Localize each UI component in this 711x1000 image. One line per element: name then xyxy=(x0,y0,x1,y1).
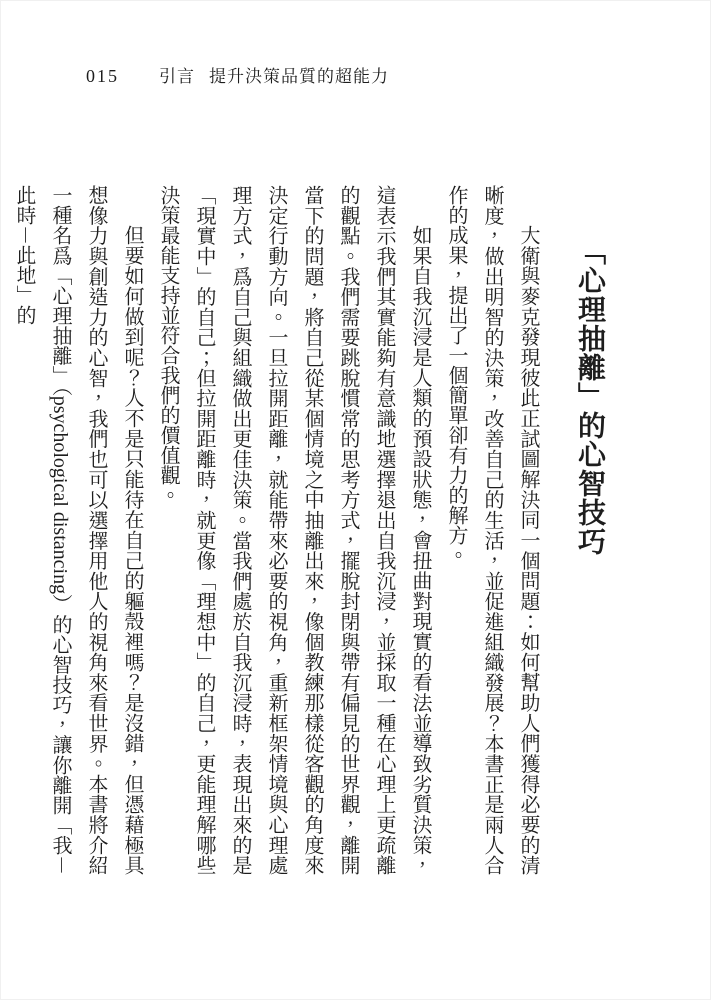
running-header xyxy=(86,62,389,87)
body-paragraph-1: 大衛與麥克發現彼此正試圖解決同一個問題：如何幫助人們獲得必要的清晰度，做出明智的決策，改善自己的生活，並促進組織發展？本書正是兩人合作的成果，提出了一個簡單卻有力的解方。 xyxy=(445,185,539,875)
body-paragraph-3: 但要如何做到呢？人不是只能待在自己的軀殼裡嗎？是沒錯，但憑藉極具想像力與創造力的心智，我們也可以選擇用他人的視角來看世界。本書將介紹一種名爲「心理抽離」（psychological distancing）的心智技巧，讓你離開「我－此時－此地」的 xyxy=(13,185,143,875)
vertical-text-block xyxy=(13,185,628,875)
chapter-label: 引言 xyxy=(159,67,195,86)
page-number: 015 xyxy=(86,66,119,86)
body-paragraph-2: 如果自我沉浸是人類的預設狀態，會扭曲對現實的看法並導致劣質決策，這表示我們其實能夠有意識地選擇退出自我沉浸，並採取一種在心理上更疏離的觀點。我們需要跳脫慣常的思考方式，擺脫封閉與帶有偏見的世界觀，離開當下的問題，將自己從某個情境之中抽離出來，像個教練那樣從客觀的角度來決定行動方向。一旦拉開距離，就能帶來必要的視角，重新框架情境與心理處理方式，爲自己與組織做出更佳決策。當我們處於自我沉浸時，表現出來的是「現實中」的自己；但拉開距離時，就更像「理想中」的自己，更能理解哪些決策最能支持並符合我們的價值觀。 xyxy=(157,185,431,875)
chapter-title: 提升決策品質的超能力 xyxy=(209,67,389,86)
section-title: 「心理抽離」的心智技巧 xyxy=(574,237,605,556)
